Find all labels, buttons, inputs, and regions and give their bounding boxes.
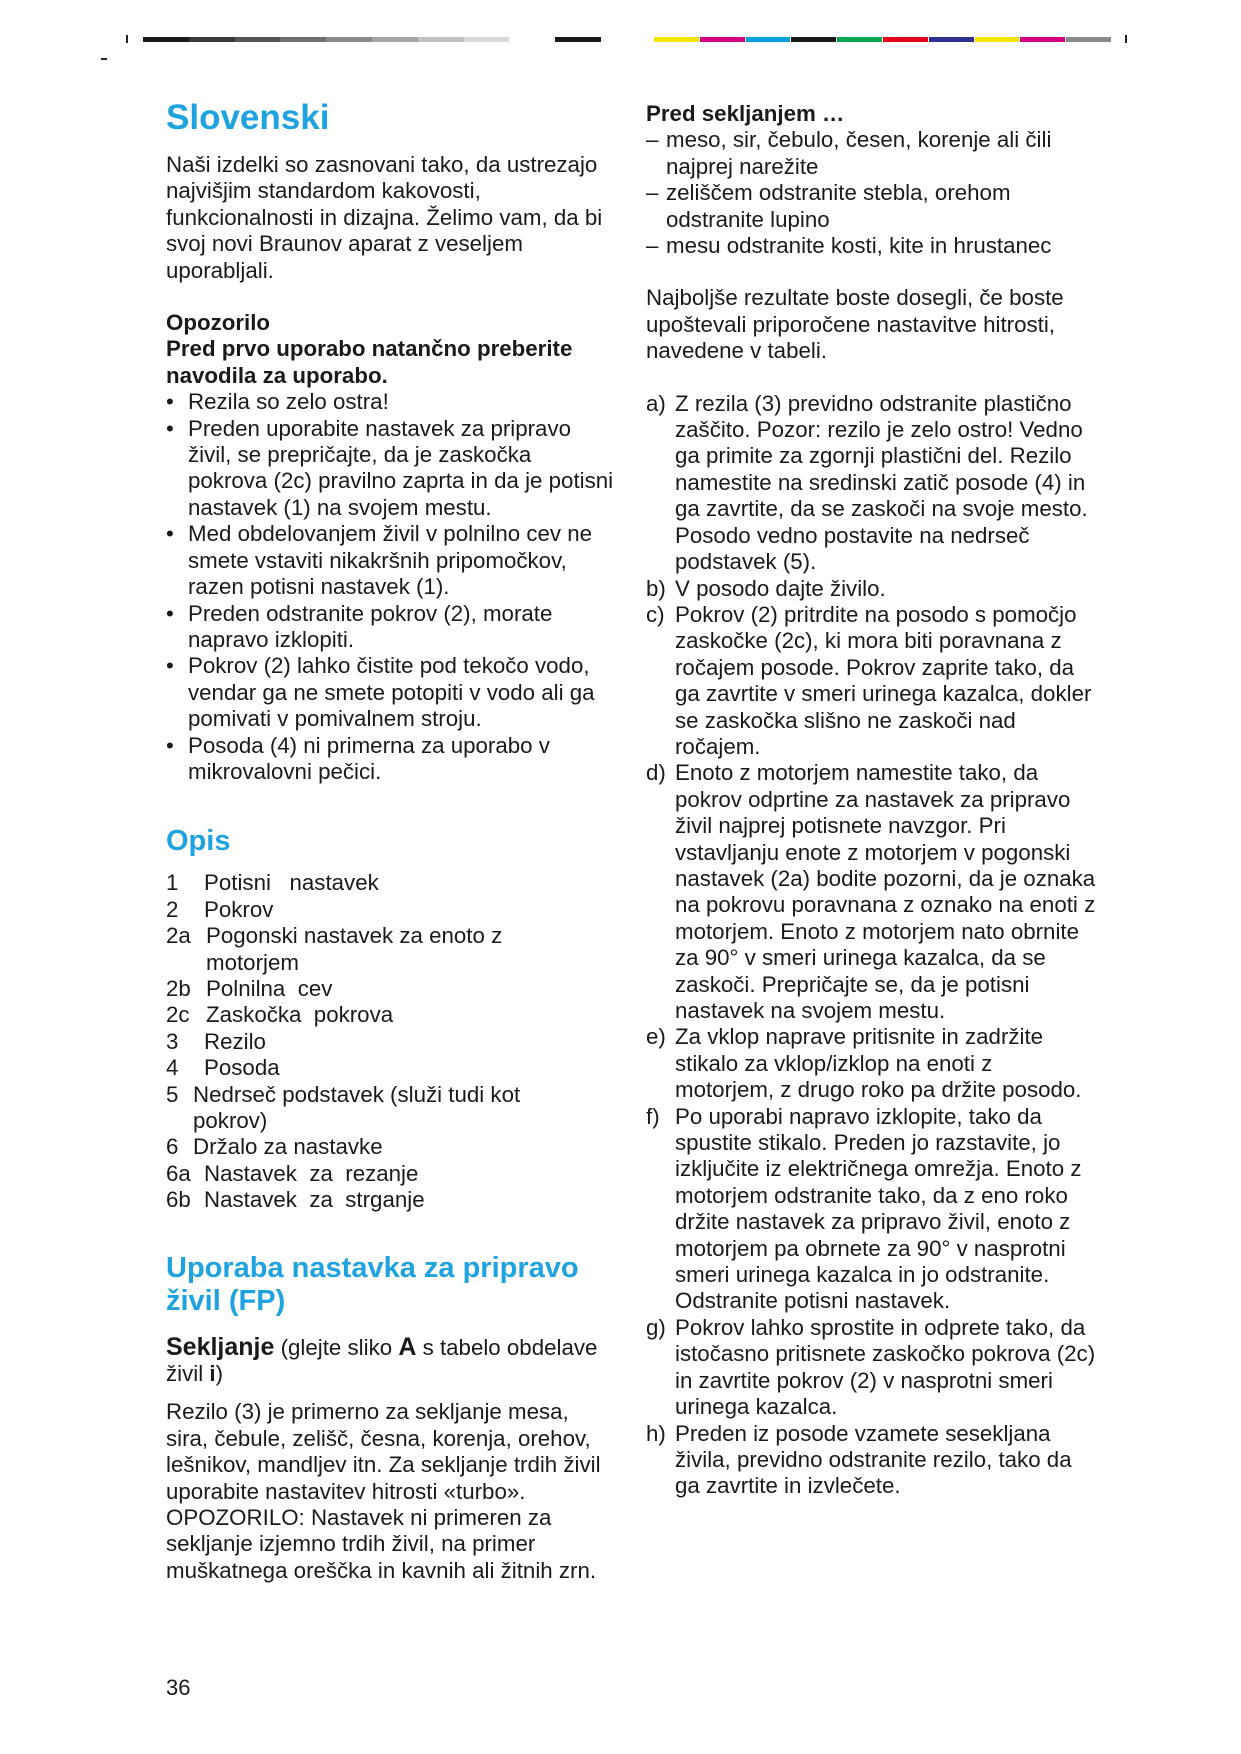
part-label: Potisni nastavek bbox=[204, 870, 379, 896]
step-item bbox=[646, 1315, 1096, 1421]
step-item bbox=[646, 576, 1096, 602]
step-key: f) bbox=[646, 1103, 660, 1129]
part-label: Zaskočka pokrova bbox=[206, 1002, 394, 1028]
part-item bbox=[166, 1161, 616, 1187]
part-number: 4 bbox=[166, 1055, 179, 1081]
color-swatch bbox=[975, 37, 1021, 42]
color-swatch bbox=[791, 37, 837, 42]
before-item: – zeliščem odstranite stebla, orehom odstranite lupino bbox=[646, 180, 1096, 233]
color-swatch bbox=[746, 37, 792, 42]
step-item bbox=[646, 602, 1096, 760]
color-swatch bbox=[700, 37, 746, 42]
gray-swatch bbox=[189, 37, 235, 42]
part-number: 6 bbox=[166, 1134, 179, 1160]
part-item bbox=[166, 923, 616, 976]
color-swatch bbox=[883, 37, 929, 42]
step-key: c) bbox=[646, 601, 665, 627]
step-text: Pokrov lahko sprostite in odprete tako, da istočasno pritisnete zaskočko pokrova (2c) in zavrtite pokrov (2) v nasprotni smeri urinega kazalca. bbox=[675, 1314, 1096, 1420]
step-key: b) bbox=[646, 575, 666, 601]
part-item bbox=[166, 1082, 616, 1135]
part-label: Rezilo bbox=[204, 1028, 266, 1054]
color-bar bbox=[654, 37, 1112, 42]
gray-swatch bbox=[280, 37, 326, 42]
step-key: d) bbox=[646, 760, 666, 786]
crop-mark bbox=[101, 58, 107, 60]
part-number: 3 bbox=[166, 1028, 179, 1054]
step-text: V posodo dajte živilo. bbox=[675, 575, 886, 601]
gray-swatch bbox=[464, 37, 510, 42]
part-label: Nastavek za rezanje bbox=[204, 1160, 419, 1186]
chopping-text: Rezilo (3) je primerno za sekljanje mesa, sira, čebule, zelišč, česna, korenja, orehov, lešnikov, mandljev itn. Za sekljanje trdih živil uporabite nastavitev hitrosti «turbo». bbox=[166, 1399, 601, 1504]
part-item bbox=[166, 870, 616, 896]
warning-heading: Opozorilo bbox=[166, 310, 271, 336]
gray-swatch bbox=[509, 37, 555, 42]
part-item bbox=[166, 1055, 616, 1081]
part-label: Nastavek za strganje bbox=[204, 1187, 425, 1213]
part-number: 2b bbox=[166, 975, 191, 1001]
part-item bbox=[166, 1002, 616, 1028]
step-item bbox=[646, 1024, 1096, 1103]
chopping-heading-line bbox=[166, 1334, 616, 1388]
part-number: 6b bbox=[166, 1187, 191, 1213]
warning-item: • Posoda (4) ni primerna za uporabo v mikrovalovni pečici. bbox=[166, 733, 616, 786]
before-item: – mesu odstranite kosti, kite in hrustanec bbox=[646, 233, 1096, 259]
parts-list bbox=[166, 870, 616, 1213]
intro-text: Naši izdelki so zasnovani tako, da ustrezajo najvišjim standardom kakovosti, funkcionalnosti in dizajna. Želimo vam, da bi svoj novi Braunov aparat z veseljem uporabljali. bbox=[166, 152, 603, 283]
warning-item: • Rezila so zelo ostra! bbox=[166, 389, 616, 415]
color-swatch bbox=[837, 37, 883, 42]
step-text: Enoto z motorjem namestite tako, da pokrov odprtine za nastavek za pripravo živil najprej potisnete navzgor. Pri vstavljanju enote z motorjem v pogonski nastavek (2a) bodite pozorni, da je oznaka na pokrovu poravnana z oznako na enoti z motorjem. Enoto z motorjem nato obrnite za 90° v smeri urinega kazalca, da se zaskoči. Prepričajte se, da je potisni nastavek na svojem mestu. bbox=[675, 760, 1096, 1023]
step-key: e) bbox=[646, 1024, 666, 1050]
crop-mark bbox=[1125, 35, 1127, 43]
step-item bbox=[646, 1104, 1096, 1315]
color-swatch bbox=[929, 37, 975, 42]
gray-swatch bbox=[235, 37, 281, 42]
part-label: Posoda bbox=[204, 1055, 280, 1081]
chopping-warning: OPOZORILO: Nastavek ni primeren za sekljanje izjemno trdih živil, na primer muškatnega oreščka in kavnih ali žitnih zrn. bbox=[166, 1505, 597, 1583]
color-swatch bbox=[1020, 37, 1066, 42]
warning-item: • Preden uporabite nastavek za pripravo živil, se prepričajte, da je zaskočka pokrova (2c) pravilno zaprta in da je potisni nastavek (1) na svojem mestu. bbox=[166, 416, 616, 522]
part-item bbox=[166, 1134, 616, 1160]
color-swatch bbox=[654, 37, 700, 42]
part-label: Polnilna cev bbox=[206, 975, 333, 1001]
part-label: Držalo za nastavke bbox=[193, 1134, 383, 1160]
right-column bbox=[646, 101, 1096, 1500]
usage-title: Uporaba nastavka za pripravo živil (FP) bbox=[166, 1251, 579, 1317]
figure-ref-open: (glejte sliko bbox=[280, 1334, 393, 1360]
step-item bbox=[646, 760, 1096, 1024]
part-number: 2 bbox=[166, 896, 179, 922]
figure-ref-close: ) bbox=[215, 1361, 224, 1387]
description-title: Opis bbox=[166, 825, 231, 858]
part-number: 2c bbox=[166, 1002, 190, 1028]
step-key: a) bbox=[646, 390, 666, 416]
step-text: Pokrov (2) pritrdite na posodo s pomočjo zaskočke (2c), ki mora biti poravnana z ročajem posode. Pokrov zaprite tako, da ga zavrtite v smeri urinega kazalca, dokler se zaskočka slišno ne zaskoči nad ročajem. bbox=[675, 601, 1092, 759]
warning-item: • Med obdelovanjem živil v polnilno cev ne smete vstaviti nikakršnih pripomočkov, razen potisni nastavek (1). bbox=[166, 521, 616, 600]
gray-swatch bbox=[418, 37, 464, 42]
language-title: Slovenski bbox=[166, 98, 330, 137]
gray-swatch bbox=[372, 37, 418, 42]
part-item bbox=[166, 976, 616, 1002]
figure-letter: A bbox=[398, 1332, 417, 1361]
step-text: Z rezila (3) previdno odstranite plastično zaščito. Pozor: rezilo je zelo ostro! Vedno ga primite za zgornji plastični del. Rezilo namestite na sredinski zatič posode (4) in ga zavrtite, da se zaskoči na svoje mesto. Posodo vedno postavite na nedrseč podstavek (5). bbox=[675, 390, 1088, 575]
page-number: 36 bbox=[166, 1675, 191, 1700]
part-item bbox=[166, 1187, 616, 1213]
before-item: – meso, sir, čebulo, česen, korenje ali čili najprej narežite bbox=[646, 127, 1096, 180]
part-label: Nedrseč podstavek (služi tudi kot pokrov) bbox=[193, 1081, 521, 1133]
part-number: 2a bbox=[166, 923, 191, 949]
part-label: Pokrov bbox=[204, 896, 274, 922]
before-chopping-list bbox=[646, 127, 1096, 259]
chopping-heading: Sekljanje bbox=[166, 1332, 275, 1361]
step-text: Po uporabi napravo izklopite, tako da spustite stikalo. Preden jo razstavite, jo izključite iz električnega omrežja. Enoto z motorjem odstranite tako, da z eno roko držite nastavek za pripravo živil, enoto z motorjem pa obrnete za 90° v nasprotni smeri urinega kazalca in jo odstranite. Odstranite potisni nastavek. bbox=[675, 1103, 1082, 1314]
part-number: 6a bbox=[166, 1160, 191, 1186]
part-item bbox=[166, 897, 616, 923]
table-ref-letter: i bbox=[209, 1361, 216, 1387]
steps-list bbox=[646, 391, 1096, 1500]
crop-mark bbox=[126, 35, 128, 43]
step-item bbox=[646, 391, 1096, 576]
warning-list bbox=[166, 389, 616, 785]
step-key: h) bbox=[646, 1420, 666, 1446]
warning-item: • Pokrov (2) lahko čistite pod tekočo vodo, vendar ga ne smete potopiti v vodo ali ga pomivati v pomivalnem stroju. bbox=[166, 653, 616, 732]
step-key: g) bbox=[646, 1314, 666, 1340]
gray-swatch bbox=[555, 37, 601, 42]
gray-swatch bbox=[326, 37, 372, 42]
warning-item: • Preden odstranite pokrov (2), morate napravo izklopiti. bbox=[166, 601, 616, 654]
step-text: Preden iz posode vzamete sesekljana živila, previdno odstranite rezilo, tako da ga zavrtite in izvlečete. bbox=[675, 1420, 1072, 1499]
before-chopping-heading: Pred sekljanjem … bbox=[646, 101, 845, 126]
part-number: 5 bbox=[166, 1081, 179, 1107]
part-item bbox=[166, 1029, 616, 1055]
left-column bbox=[166, 98, 616, 1584]
grayscale-bar bbox=[143, 37, 601, 42]
gray-swatch bbox=[143, 37, 189, 42]
step-item bbox=[646, 1421, 1096, 1500]
best-results-text: Najboljše rezultate boste dosegli, če boste upoštevali priporočene nastavitve hitrosti, navedene v tabeli. bbox=[646, 285, 1064, 364]
step-text: Za vklop naprave pritisnite in zadržite stikalo za vklop/izklop na enoti z motorjem, z drugo roko pa držite posodo. bbox=[675, 1024, 1082, 1103]
figure-ref-table: s tabelo obdelave živil bbox=[166, 1334, 598, 1387]
color-swatch bbox=[1066, 37, 1112, 42]
part-number: 1 bbox=[166, 870, 179, 896]
warning-subheading: Pred prvo uporabo natančno preberite navodila za uporabo. bbox=[166, 336, 573, 388]
part-label: Pogonski nastavek za enoto z motorjem bbox=[206, 923, 503, 975]
